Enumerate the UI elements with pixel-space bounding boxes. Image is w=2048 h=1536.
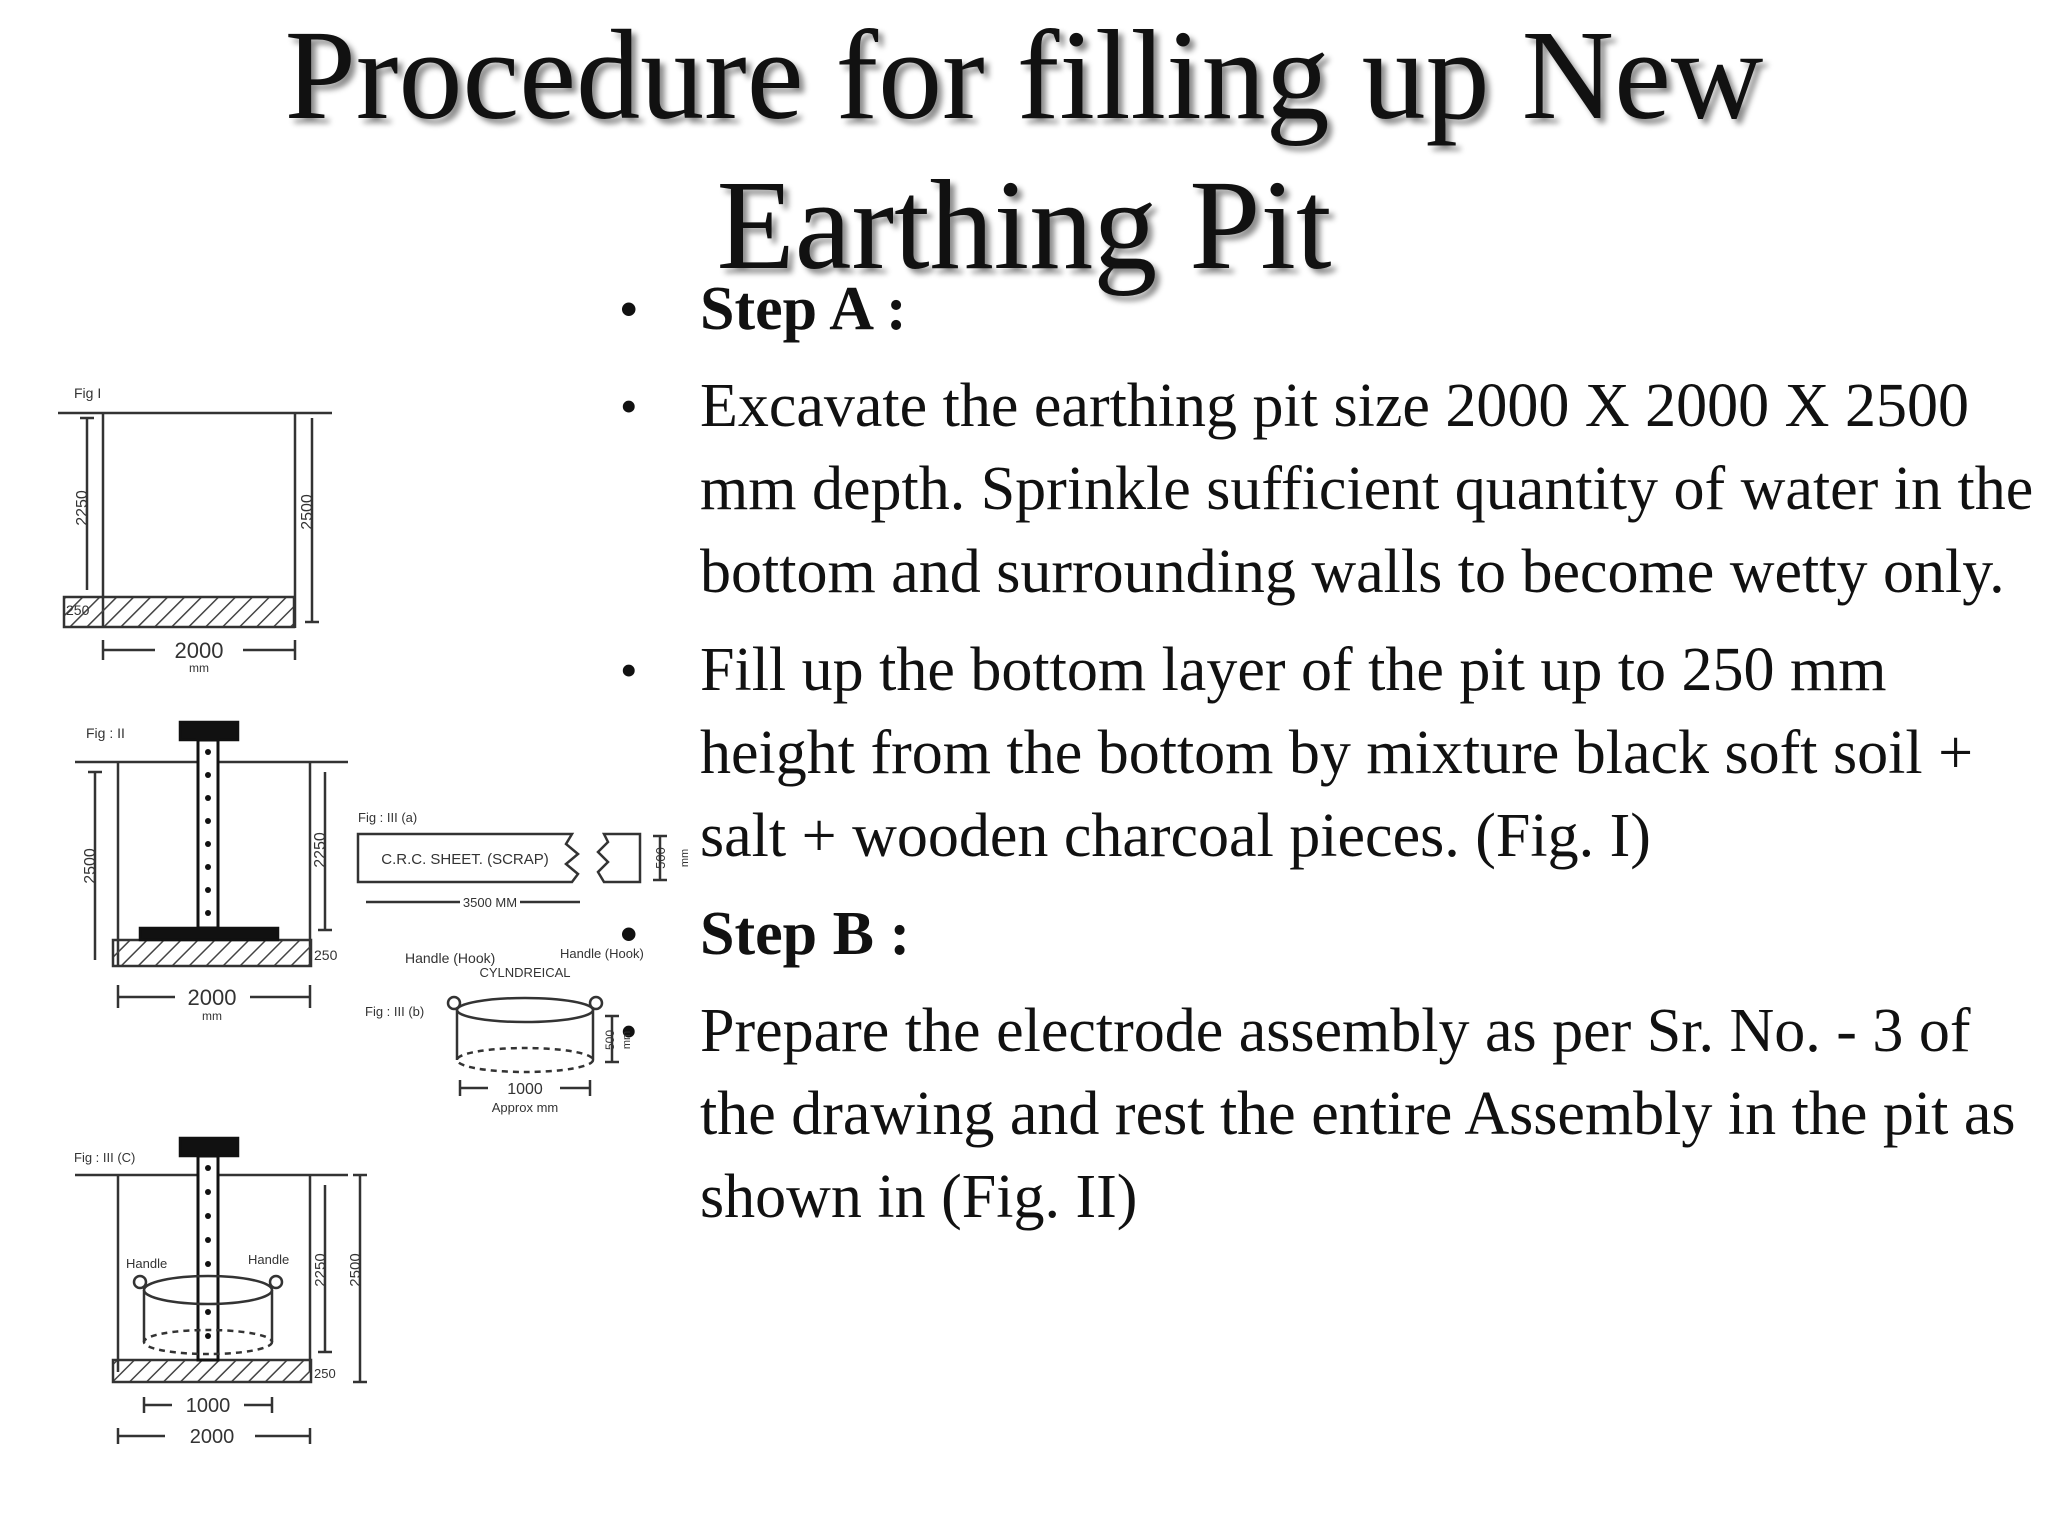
fig3c-dim-outer: 2500 [347, 1253, 364, 1287]
fig1-dim-outer: 2500 [299, 494, 316, 530]
fig3c-handle-right: Handle [248, 1252, 290, 1267]
fig2-dim-bottom: 250 [314, 947, 338, 963]
fig3b-unit: mm [621, 1030, 633, 1050]
fig3a-length: 3500 MM [462, 895, 518, 910]
fig1-width: 2000 [174, 638, 224, 663]
figure-1 [58, 385, 332, 660]
title-line-1: Procedure for filling up New [284, 4, 1764, 146]
fig3c-handle-left: Handle [126, 1256, 168, 1271]
fig2-dim-left: 2500 [82, 848, 99, 884]
fig3a-height: 500 [653, 847, 668, 869]
fig1-label: Fig I [74, 385, 102, 401]
fig2-dim-right: 2250 [312, 832, 329, 868]
bullet-step-a: • Step A : [620, 268, 2040, 351]
fig3b-approx: Approx mm [491, 1100, 559, 1115]
fig3a-unit: mm [679, 848, 691, 868]
bullet-prepare-assembly: • Prepare the electrode assembly as per Sr. No. - 3 of the drawing and rest the entire Assembly in the pit as shown in (Fig. II) [620, 990, 2040, 1239]
fig3a-sheet: C.R.C. SHEET. (SCRAP) [381, 851, 549, 868]
bullet-step-b: • Step B : [620, 893, 2040, 976]
fig3c-dim-bottom: 250 [314, 1366, 336, 1381]
fig3b-shape: CYLNDREICAL [479, 965, 571, 980]
fig1-dim-inner: 2250 [74, 490, 91, 526]
fig2-unit: mm [202, 1009, 222, 1023]
fig3a-label: Fig : III (a) [358, 810, 418, 825]
fig3c-dim-inner: 2250 [312, 1253, 329, 1287]
fig2-label: Fig : II [86, 725, 125, 741]
fig1-dim-bottom: 250 [66, 602, 90, 618]
fig3b-handle-right: Handle (Hook) [560, 946, 644, 961]
fig3b-label: Fig : III (b) [365, 1004, 425, 1019]
fig3c-width-outer: 2000 [189, 1426, 235, 1448]
fig3c-label: Fig : III (C) [74, 1150, 136, 1165]
fig3b-height: 500 [603, 1029, 617, 1051]
fig3c-width-inner: 1000 [185, 1395, 231, 1417]
title-line-2: Earthing Pit [716, 154, 1332, 296]
fig2-width: 2000 [187, 985, 237, 1010]
bullet-excavate: • Excavate the earthing pit size 2000 X 2000 X 2500 mm depth. Sprinkle sufficient quantity of water in the bottom and surrounding walls to become wetty only. [620, 365, 2040, 614]
fig3b-width: 1000 [507, 1081, 543, 1098]
bullet-fill-bottom: • Fill up the bottom layer of the pit up to 250 mm height from the bottom by mixture black soft soil + salt + wooden charcoal pieces. (Fig. I) [620, 629, 2040, 878]
fig1-unit: mm [189, 661, 209, 675]
figure-2 [75, 722, 348, 1008]
fig3b-handle-left: Handle (Hook) [405, 950, 496, 966]
